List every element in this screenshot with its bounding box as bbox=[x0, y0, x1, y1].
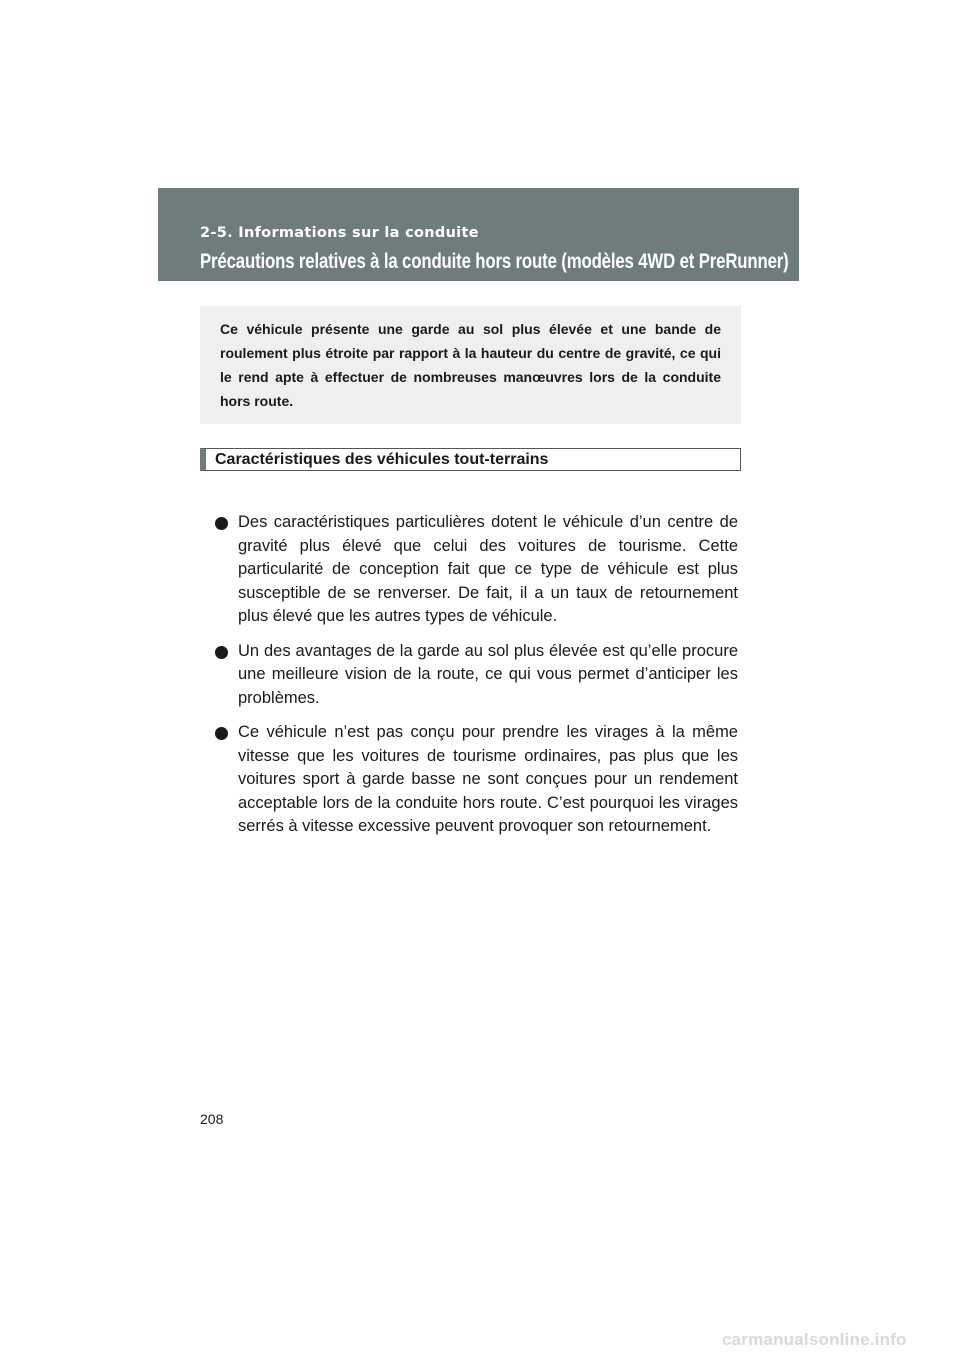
bullet-item bbox=[215, 721, 738, 839]
bullet-text: Un des avantages de la garde au sol plus élevée est qu’elle procure une meilleure vision de la route, ce qui vous permet d’anticiper les problèmes. bbox=[238, 641, 738, 707]
section-label: 2-5. Informations sur la conduite bbox=[200, 225, 479, 241]
bullet-text: Ce véhicule n’est pas conçu pour prendre les virages à la même vitesse que les voitures de tourisme ordinaires, pas plus que les voitures sport à garde basse ne sont conçues pour un rendement acceptable lors de la conduite hors route. C’est pourquoi les virages serrés à vitesse excessive peuvent provoquer son retournement. bbox=[238, 723, 738, 835]
bullet-dot-icon bbox=[215, 517, 228, 530]
header-band bbox=[158, 188, 799, 281]
intro-box bbox=[200, 306, 741, 424]
bullet-dot-icon bbox=[215, 646, 228, 659]
page-number: 208 bbox=[200, 1111, 224, 1127]
subheading: Caractéristiques des véhicules tout-terrains bbox=[200, 448, 741, 471]
bullet-item bbox=[215, 640, 738, 711]
intro-text: Ce véhicule présente une garde au sol plus élevée et une bande de roulement plus étroite par rapport à la hauteur du centre de gravité, ce qui le rend apte à effectuer de nombreuses manœuvres lors de la conduite hors route. bbox=[220, 321, 721, 409]
page-title: Précautions relatives à la conduite hors route (modèles 4WD et PreRunner) bbox=[200, 250, 789, 273]
bullet-text: Des caractéristiques particulières dotent le véhicule d’un centre de gravité plus élevé que celui des voitures de tourisme. Cette particularité de conception fait que ce type de véhicule est plus susceptible de se renverser. De fait, il a un taux de retournement plus élevé que les autres types de véhicule. bbox=[238, 513, 738, 625]
bullet-list bbox=[215, 511, 738, 850]
bullet-item bbox=[215, 511, 738, 629]
bullet-dot-icon bbox=[215, 727, 228, 740]
watermark: carmanualsonline.info bbox=[722, 1330, 907, 1349]
